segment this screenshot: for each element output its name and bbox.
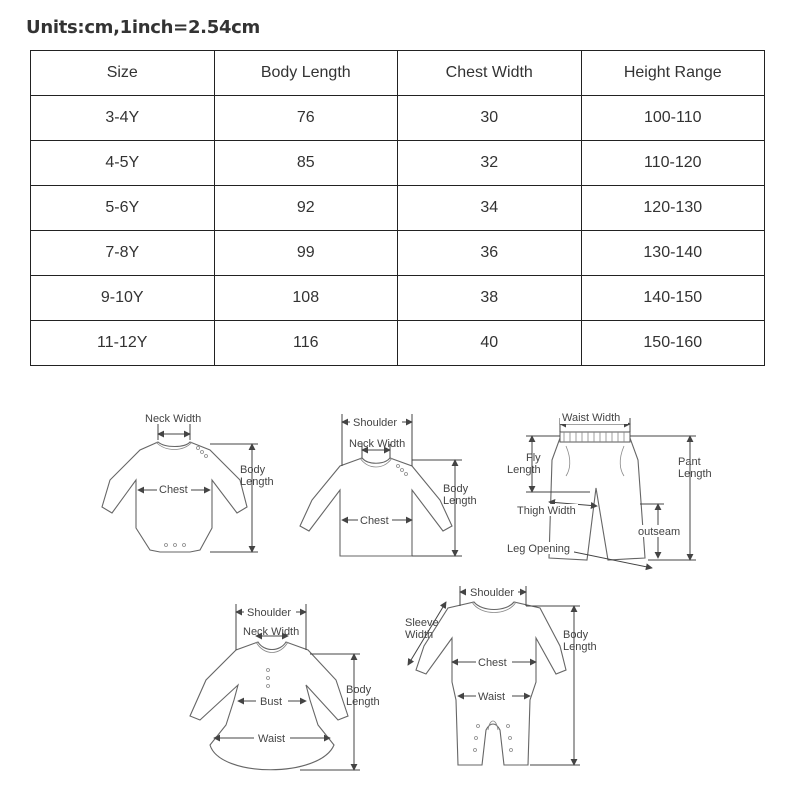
cell-chest-width: 38 bbox=[398, 276, 582, 321]
top-shoulder-label: Shoulder bbox=[353, 417, 398, 429]
cell-body-length: 92 bbox=[214, 186, 398, 231]
measurement-diagrams bbox=[0, 380, 800, 800]
cell-size: 3-4Y bbox=[31, 96, 215, 141]
cell-chest-width: 36 bbox=[398, 231, 582, 276]
table-row bbox=[31, 321, 765, 366]
romper-chest-label: Chest bbox=[478, 657, 507, 669]
table-row bbox=[31, 186, 765, 231]
header-chest-width: Chest Width bbox=[398, 51, 582, 96]
dress-body-length-label-1: Body bbox=[346, 684, 372, 696]
bodysuit-body-length-label-1: Body bbox=[240, 464, 266, 476]
pants-thigh-width-label: Thigh Width bbox=[517, 505, 576, 517]
pants-outline bbox=[549, 438, 645, 560]
romper-body-length-label-2: Length bbox=[563, 641, 597, 653]
size-chart-table bbox=[30, 50, 765, 366]
cell-size: 7-8Y bbox=[31, 231, 215, 276]
bodysuit-neck-width-label: Neck Width bbox=[145, 413, 202, 425]
romper-diagram bbox=[405, 586, 597, 765]
units-note: Units:cm,1inch=2.54cm bbox=[26, 17, 260, 38]
dress-shoulder-label: Shoulder bbox=[247, 607, 292, 619]
cell-body-length: 116 bbox=[214, 321, 398, 366]
cell-chest-width: 30 bbox=[398, 96, 582, 141]
pants-fly-length-label-1: Fly bbox=[526, 452, 541, 464]
cell-height-range: 140-150 bbox=[581, 276, 765, 321]
cell-chest-width: 32 bbox=[398, 141, 582, 186]
cell-size: 11-12Y bbox=[31, 321, 215, 366]
cell-height-range: 150-160 bbox=[581, 321, 765, 366]
bodysuit-diagram bbox=[102, 413, 274, 552]
header-body-length: Body Length bbox=[214, 51, 398, 96]
pants-pant-length-label-2: Length bbox=[678, 468, 712, 480]
cell-height-range: 110-120 bbox=[581, 141, 765, 186]
top-chest-label: Chest bbox=[360, 515, 389, 527]
pants-leg-opening-label: Leg Opening bbox=[507, 543, 570, 555]
cell-height-range: 130-140 bbox=[581, 231, 765, 276]
top-body-length-label-2: Length bbox=[443, 495, 477, 507]
cell-size: 5-6Y bbox=[31, 186, 215, 231]
romper-waist-label: Waist bbox=[478, 691, 506, 703]
table-header-row bbox=[31, 51, 765, 96]
bodysuit-body-length-label-2: Length bbox=[240, 476, 274, 488]
top-diagram bbox=[300, 414, 477, 556]
cell-height-range: 100-110 bbox=[581, 96, 765, 141]
cell-body-length: 76 bbox=[214, 96, 398, 141]
cell-body-length: 108 bbox=[214, 276, 398, 321]
dress-body-length-label-2: Length bbox=[346, 696, 380, 708]
table-row bbox=[31, 231, 765, 276]
bodysuit-outline bbox=[102, 442, 247, 552]
cell-size: 4-5Y bbox=[31, 141, 215, 186]
cell-chest-width: 40 bbox=[398, 321, 582, 366]
top-body-length-label-1: Body bbox=[443, 483, 469, 495]
romper-shoulder-label: Shoulder bbox=[470, 587, 515, 599]
top-outline bbox=[300, 458, 452, 556]
romper-sleeve-width-label-1: Sleeve bbox=[405, 617, 439, 629]
cell-body-length: 99 bbox=[214, 231, 398, 276]
size-table-body bbox=[31, 51, 765, 366]
cell-chest-width: 34 bbox=[398, 186, 582, 231]
dress-neck-width-label: Neck Width bbox=[243, 626, 300, 638]
table-row bbox=[31, 96, 765, 141]
pants-fly-length-label-2: Length bbox=[507, 464, 541, 476]
bodysuit-chest-label: Chest bbox=[159, 484, 188, 496]
cell-body-length: 85 bbox=[214, 141, 398, 186]
cell-height-range: 120-130 bbox=[581, 186, 765, 231]
pants-diagram bbox=[506, 412, 712, 568]
dress-diagram bbox=[190, 604, 380, 770]
header-size: Size bbox=[31, 51, 215, 96]
pants-outseam-label: outseam bbox=[638, 526, 681, 538]
dress-bust-label: Bust bbox=[260, 696, 283, 708]
top-neck-width-label: Neck Width bbox=[349, 438, 406, 450]
header-height-range: Height Range bbox=[581, 51, 765, 96]
romper-sleeve-width-label-2: Width bbox=[405, 629, 434, 641]
dress-waist-label: Waist bbox=[258, 733, 286, 745]
pants-pant-length-label-1: Pant bbox=[678, 456, 701, 468]
table-row bbox=[31, 141, 765, 186]
pants-waist-width-label: Waist Width bbox=[562, 412, 621, 424]
cell-size: 9-10Y bbox=[31, 276, 215, 321]
romper-body-length-label-1: Body bbox=[563, 629, 589, 641]
table-row bbox=[31, 276, 765, 321]
